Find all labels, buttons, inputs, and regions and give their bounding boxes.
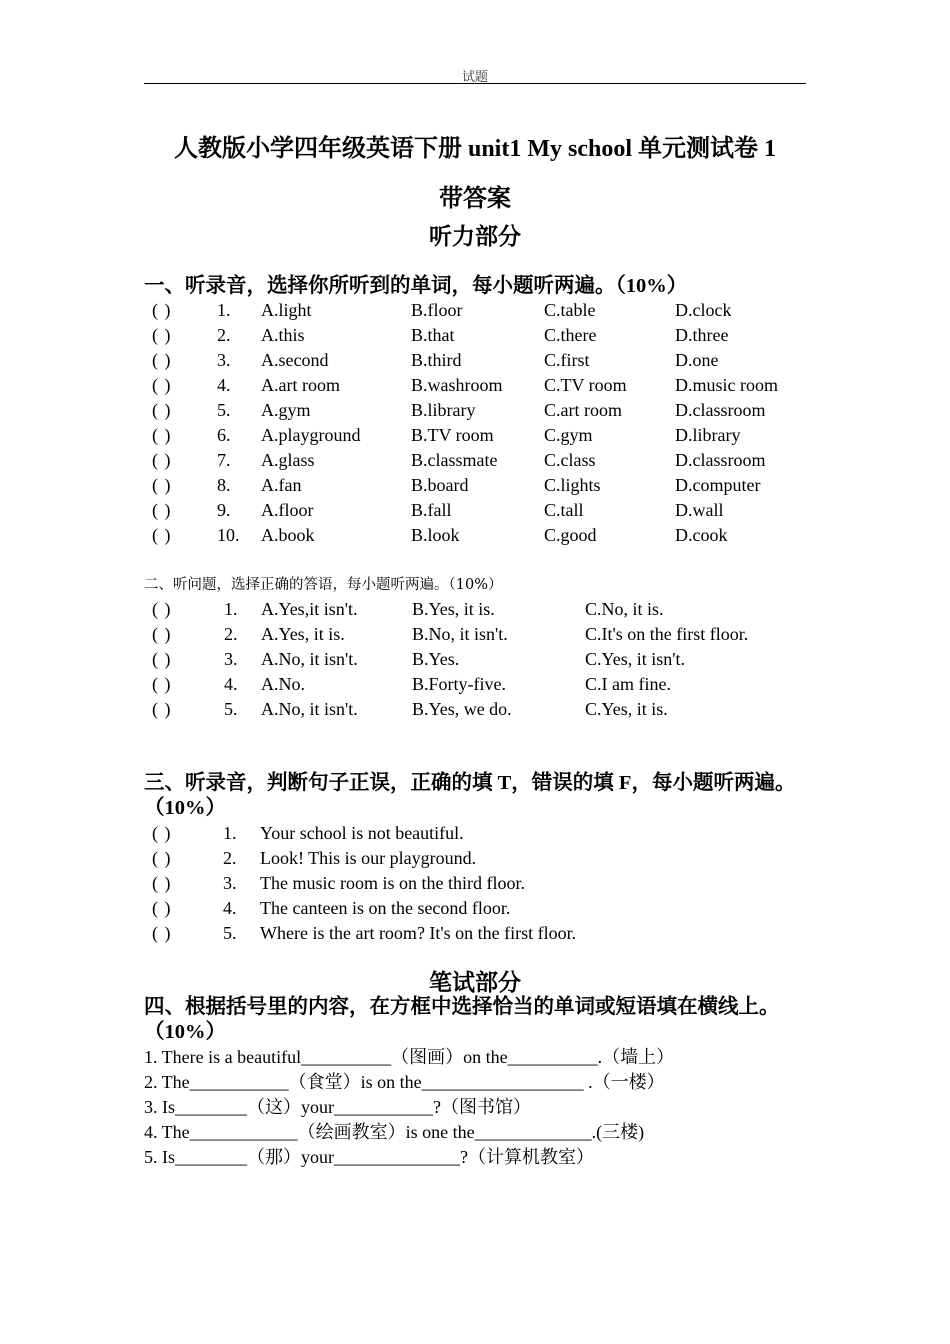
option-a: A.glass [261, 450, 315, 470]
answer-bracket: ( ) [152, 599, 172, 619]
option-b: B.floor [411, 300, 463, 320]
question-row [0, 398, 950, 423]
option-d: D.clock [675, 300, 732, 320]
answer-bracket: ( ) [152, 873, 172, 893]
question-row [0, 846, 950, 871]
question-row [0, 597, 950, 622]
option-a: A.floor [261, 500, 314, 520]
page-header-label: 试题 [461, 70, 488, 85]
answer-bracket: ( ) [152, 325, 172, 345]
question-number: 2. [217, 325, 231, 345]
document-title: 人教版小学四年级英语下册 unit1 My school 单元测试卷 1 [173, 136, 776, 162]
option-c: C.class [544, 450, 596, 470]
option-d: D.classroom [675, 450, 766, 470]
question-number: 5. [223, 923, 237, 943]
answer-bracket: ( ) [152, 823, 172, 843]
fill-in-line: 4. The____________（绘画教室）is one the_____________.(三楼) [144, 1122, 645, 1142]
question-number: 1. [223, 823, 237, 843]
question-row [0, 498, 950, 523]
question-number: 7. [217, 450, 231, 470]
option-c: C.there [544, 325, 597, 345]
question-number: 8. [217, 475, 231, 495]
question-row [0, 896, 950, 921]
section4-heading: 四、根据括号里的内容，在方框中选择恰当的单词或短语填在横线上。 [144, 996, 780, 1018]
option-c: C.I am fine. [585, 674, 671, 694]
answer-bracket: ( ) [152, 500, 172, 520]
option-a: A.playground [261, 425, 361, 445]
question-row [0, 323, 950, 348]
fill-in-line: 1. There is a beautiful__________（图画）on the__________.（墙上） [144, 1047, 675, 1067]
option-b: B.Forty-five. [412, 674, 506, 694]
answer-bracket: ( ) [152, 300, 172, 320]
answer-bracket: ( ) [152, 375, 172, 395]
question-number: 3. [224, 649, 238, 669]
question-number: 4. [223, 898, 237, 918]
question-row [0, 348, 950, 373]
option-b: B.library [411, 400, 476, 420]
option-d: D.library [675, 425, 741, 445]
question-row [0, 473, 950, 498]
option-d: D.wall [675, 500, 724, 520]
fill-in-line: 5. Is________（那）your______________?（计算机教室） [144, 1147, 594, 1167]
option-c: C.No, it is. [585, 599, 664, 619]
question-row [0, 423, 950, 448]
option-a: A.Yes,it isn't. [261, 599, 358, 619]
option-a: A.No, it isn't. [261, 699, 358, 719]
section3-heading-score: （10%） [144, 797, 226, 819]
option-b: B.classmate [411, 450, 498, 470]
question-number: 1. [217, 300, 231, 320]
option-c: C.Yes, it isn't. [585, 649, 685, 669]
listening-part-title: 听力部分 [429, 224, 521, 249]
question-number: 6. [217, 425, 231, 445]
question-number: 10. [217, 525, 240, 545]
option-c: C.TV room [544, 375, 627, 395]
option-d: D.three [675, 325, 729, 345]
question-number: 5. [217, 400, 231, 420]
statement-text: The music room is on the third floor. [260, 873, 525, 893]
option-b: B.No, it isn't. [412, 624, 508, 644]
answer-bracket: ( ) [152, 674, 172, 694]
fill-in-line: 3. Is________（这）your___________?（图书馆） [144, 1097, 531, 1117]
option-b: B.washroom [411, 375, 503, 395]
document-subtitle: 带答案 [439, 186, 511, 212]
option-c: C.lights [544, 475, 601, 495]
written-part-title: 笔试部分 [429, 970, 521, 995]
option-b: B.Yes. [412, 649, 460, 669]
question-number: 2. [224, 624, 238, 644]
option-b: B.look [411, 525, 460, 545]
question-number: 9. [217, 500, 231, 520]
question-number: 4. [217, 375, 231, 395]
option-a: A.light [261, 300, 312, 320]
question-row [0, 672, 950, 697]
option-b: B.TV room [411, 425, 494, 445]
answer-bracket: ( ) [152, 450, 172, 470]
answer-bracket: ( ) [152, 350, 172, 370]
option-d: D.one [675, 350, 719, 370]
answer-bracket: ( ) [152, 624, 172, 644]
answer-bracket: ( ) [152, 699, 172, 719]
question-row [0, 871, 950, 896]
section2-heading: 二、听问题，选择正确的答语，每小题听两遍。（10%） [144, 577, 503, 593]
option-a: A.art room [261, 375, 340, 395]
option-a: A.No, it isn't. [261, 649, 358, 669]
question-row [0, 448, 950, 473]
statement-text: Look! This is our playground. [260, 848, 477, 868]
option-d: D.cook [675, 525, 728, 545]
section1-heading: 一、听录音，选择你所听到的单词，每小题听两遍。（10%） [144, 275, 688, 297]
option-a: A.gym [261, 400, 311, 420]
question-number: 1. [224, 599, 238, 619]
statement-text: The canteen is on the second floor. [260, 898, 511, 918]
answer-bracket: ( ) [152, 425, 172, 445]
option-c: C.gym [544, 425, 593, 445]
question-number: 3. [217, 350, 231, 370]
question-row [0, 298, 950, 323]
option-c: C.table [544, 300, 596, 320]
question-number: 4. [224, 674, 238, 694]
option-b: B.Yes, we do. [412, 699, 512, 719]
question-row [0, 622, 950, 647]
header-divider [144, 83, 806, 84]
option-a: A.Yes, it is. [261, 624, 345, 644]
option-c: C.art room [544, 400, 622, 420]
question-row [0, 373, 950, 398]
answer-bracket: ( ) [152, 400, 172, 420]
option-c: C.tall [544, 500, 584, 520]
option-b: B.that [411, 325, 455, 345]
option-d: D.computer [675, 475, 761, 495]
question-row [0, 921, 950, 946]
option-c: C.first [544, 350, 590, 370]
answer-bracket: ( ) [152, 898, 172, 918]
answer-bracket: ( ) [152, 649, 172, 669]
option-c: C.Yes, it is. [585, 699, 668, 719]
question-row [0, 523, 950, 548]
option-b: B.third [411, 350, 462, 370]
statement-text: Where is the art room? It's on the first floor. [260, 923, 577, 943]
section4-heading-score: （10%） [144, 1021, 226, 1043]
answer-bracket: ( ) [152, 525, 172, 545]
option-a: A.book [261, 525, 315, 545]
fill-in-line: 2. The___________（食堂）is on the__________________ .（一楼） [144, 1072, 665, 1092]
option-b: B.board [411, 475, 469, 495]
question-number: 2. [223, 848, 237, 868]
option-c: C.good [544, 525, 597, 545]
option-a: A.fan [261, 475, 302, 495]
option-b: B.fall [411, 500, 452, 520]
answer-bracket: ( ) [152, 923, 172, 943]
option-d: D.classroom [675, 400, 766, 420]
statement-text: Your school is not beautiful. [260, 823, 464, 843]
option-a: A.this [261, 325, 305, 345]
answer-bracket: ( ) [152, 848, 172, 868]
option-b: B.Yes, it is. [412, 599, 495, 619]
option-a: A.No. [261, 674, 305, 694]
option-c: C.It's on the first floor. [585, 624, 749, 644]
question-row [0, 647, 950, 672]
question-row [0, 697, 950, 722]
question-number: 3. [223, 873, 237, 893]
option-a: A.second [261, 350, 329, 370]
answer-bracket: ( ) [152, 475, 172, 495]
question-row [0, 821, 950, 846]
question-number: 5. [224, 699, 238, 719]
section3-heading: 三、听录音，判断句子正误，正确的填 T，错误的填 F，每小题听两遍。 [144, 772, 796, 794]
option-d: D.music room [675, 375, 778, 395]
